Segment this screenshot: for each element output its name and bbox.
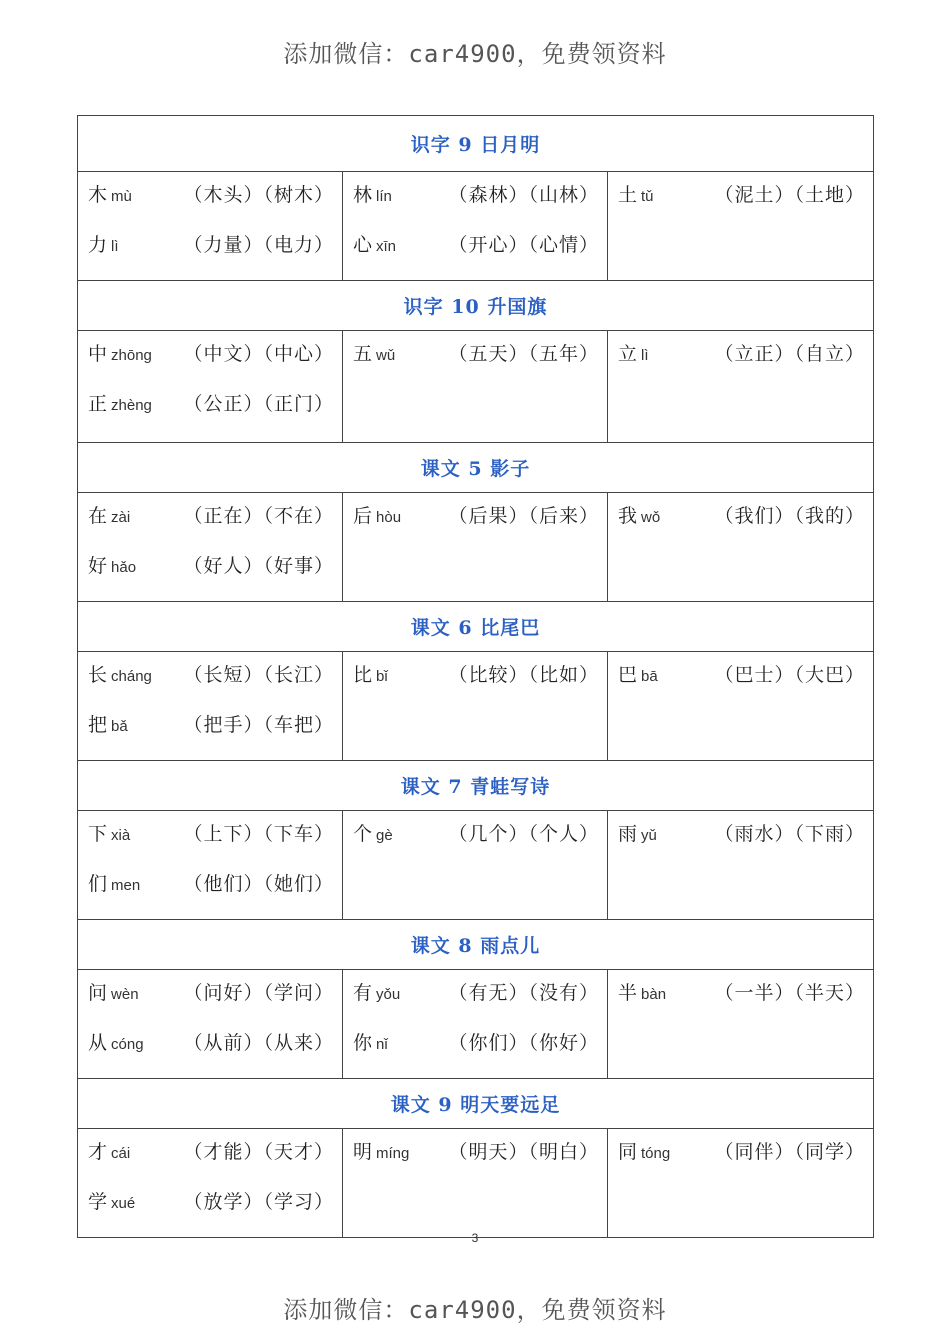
example-words: （泥土）（土地） [714,184,865,206]
character: 正 [88,393,108,415]
character: 木 [88,184,108,206]
example-words: （木头）（树木） [183,184,334,206]
character: 才 [88,1141,108,1163]
pinyin: hòu [376,509,402,526]
section-body-row [78,652,874,761]
character-entry [618,1137,865,1187]
example-words: （你们）（你好） [448,1032,599,1054]
pinyin: zài [111,509,131,526]
pinyin: lín [376,188,392,205]
word-cell [343,331,608,443]
section-title: 课文 8 雨点儿 [78,920,874,970]
word-cell [343,1129,608,1238]
character: 后 [353,505,373,527]
character-entry [88,660,334,710]
example-words: （力量）（电力） [183,234,334,256]
word-cell [78,1129,343,1238]
character-entry [88,551,334,601]
pinyin: tóng [641,1145,671,1162]
pinyin: míng [376,1145,410,1162]
character: 学 [88,1191,108,1213]
section-body-row [78,811,874,920]
example-words: （有无）（没有） [448,982,599,1004]
example-words: （长短）（长江） [183,664,334,686]
example-words: （我们）（我的） [714,505,865,527]
character: 半 [618,982,638,1004]
word-cell [78,970,343,1079]
pinyin: hǎo [111,559,137,576]
example-words: （明天）（明白） [448,1141,599,1163]
character-entry [353,1137,599,1187]
section-header-row [78,761,874,811]
section-title: 课文 6 比尾巴 [78,602,874,652]
example-words: （公正）（正门） [183,393,334,415]
word-cell [343,970,608,1079]
word-cell [343,172,608,281]
page-number: 3 [471,1231,479,1245]
character-entry [618,978,865,1028]
pinyin: lì [641,347,649,364]
character-entry [88,869,334,919]
character: 土 [618,184,638,206]
section-title: 识字 10 升国旗 [78,281,874,331]
character-entry [353,230,599,280]
character-entry [353,180,599,230]
section-header-row [78,116,874,172]
pinyin: xīn [376,238,397,255]
example-words: （一半）（半天） [714,982,865,1004]
watermark-top: 添加微信：car4900，免费领资料 [283,40,667,68]
character-entry [88,1028,334,1078]
example-words: （从前）（从来） [183,1032,334,1054]
character: 个 [353,823,373,845]
character: 中 [88,343,108,365]
pinyin: men [111,877,141,894]
example-words: （上下）（下车） [183,823,334,845]
section-body-row [78,331,874,443]
example-words: （几个）（个人） [448,823,599,845]
word-cell [608,331,874,443]
character: 长 [88,664,108,686]
section-body-row [78,970,874,1079]
word-cell [608,1129,874,1238]
section-header-row [78,920,874,970]
character: 明 [353,1141,373,1163]
word-cell [608,172,874,281]
example-words: （放学）（学习） [183,1191,334,1213]
word-cell [78,331,343,443]
character-entry [88,339,334,389]
pinyin: zhōng [111,347,152,364]
character: 把 [88,714,108,736]
example-words: （后果）（后来） [448,505,599,527]
pinyin: wǒ [641,509,661,526]
character-entry [353,660,599,710]
character: 从 [88,1032,108,1054]
character: 雨 [618,823,638,845]
word-cell [608,493,874,602]
character-entry [88,710,334,760]
character: 林 [353,184,373,206]
character: 心 [353,234,373,256]
character: 比 [353,664,373,686]
pinyin: bǐ [376,668,388,685]
example-words: （中文）（中心） [183,343,334,365]
character-entry [88,1187,334,1237]
character-entry [88,389,334,439]
example-words: （比较）（比如） [448,664,599,686]
section-header-row [78,281,874,331]
pinyin: cái [111,1145,131,1162]
pinyin: yǒu [376,986,401,1003]
pinyin: xià [111,827,131,844]
character: 同 [618,1141,638,1163]
example-words: （问好）（学问） [183,982,334,1004]
pinyin: zhèng [111,397,152,414]
pinyin: xué [111,1195,136,1212]
character: 有 [353,982,373,1004]
pinyin: wèn [111,986,139,1003]
word-cell [608,970,874,1079]
character: 你 [353,1032,373,1054]
pinyin: cháng [111,668,152,685]
example-words: （才能）（天才） [183,1141,334,1163]
character-entry [353,339,599,389]
pinyin: bǎ [111,718,128,735]
character-entry [353,819,599,869]
character: 问 [88,982,108,1004]
character-entry [618,819,865,869]
character-entry [618,339,865,389]
pinyin: bā [641,668,658,685]
character-entry [88,1137,334,1187]
example-words: （五天）（五年） [448,343,599,365]
watermark-bottom: 添加微信：car4900，免费领资料 [283,1296,667,1324]
section-title: 识字 9 日月明 [78,116,874,172]
character: 五 [353,343,373,365]
word-cell [78,652,343,761]
section-body-row [78,172,874,281]
section-body-row [78,1129,874,1238]
example-words: （森林）（山林） [448,184,599,206]
section-header-row [78,602,874,652]
word-cell [343,811,608,920]
example-words: （他们）（她们） [183,873,334,895]
character: 我 [618,505,638,527]
character-entry [618,501,865,551]
word-cell [343,652,608,761]
section-body-row [78,493,874,602]
example-words: （立正）（自立） [714,343,865,365]
example-words: （正在）（不在） [183,505,334,527]
character-entry [88,819,334,869]
character-entry [618,660,865,710]
character: 力 [88,234,108,256]
pinyin: gè [376,827,393,844]
section-title: 课文 5 影子 [78,443,874,493]
example-words: （好人）（好事） [183,555,334,577]
character: 好 [88,555,108,577]
pinyin: lì [111,238,119,255]
word-cell [78,811,343,920]
character-entry [88,978,334,1028]
character-entry [88,501,334,551]
example-words: （巴士）（大巴） [714,664,865,686]
word-cell [78,172,343,281]
pinyin: bàn [641,986,667,1003]
word-cell [343,493,608,602]
example-words: （同伴）（同学） [714,1141,865,1163]
character: 们 [88,873,108,895]
vocabulary-table [77,115,874,1238]
section-title: 课文 9 明天要远足 [78,1079,874,1129]
character-entry [618,180,865,230]
character-entry [353,978,599,1028]
example-words: （把手）（车把） [183,714,334,736]
character-entry [353,501,599,551]
character-entry [88,180,334,230]
pinyin: wǔ [376,347,396,364]
section-header-row [78,1079,874,1129]
section-header-row [78,443,874,493]
word-cell [78,493,343,602]
pinyin: cóng [111,1036,144,1053]
word-cell [608,811,874,920]
section-title: 课文 7 青蛙写诗 [78,761,874,811]
character: 在 [88,505,108,527]
pinyin: tǔ [641,188,654,205]
example-words: （雨水）（下雨） [714,823,865,845]
pinyin: nǐ [376,1036,388,1053]
pinyin: yǔ [641,827,657,844]
word-cell [608,652,874,761]
pinyin: mù [111,188,132,205]
character-entry [353,1028,599,1078]
character: 巴 [618,664,638,686]
character-entry [88,230,334,280]
character: 下 [88,823,108,845]
example-words: （开心）（心情） [448,234,599,256]
character: 立 [618,343,638,365]
